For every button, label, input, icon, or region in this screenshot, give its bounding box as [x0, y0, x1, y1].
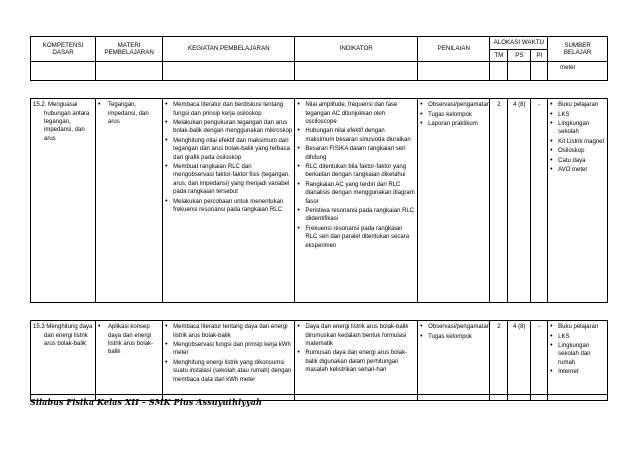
- pi-cell: -: [531, 321, 548, 401]
- ps-cell: 4 (8): [508, 321, 531, 401]
- carryover-text: meter: [560, 65, 576, 72]
- list-item: • Membuat rangkaian RLC dan mengobservasi faktor-faktor fisis (tegangan, arus, dan impedansi) yang menjadi variabel pada rangkaian tersebut: [165, 163, 292, 197]
- list-item: • Menghitung energi listrik yang dikonsumsi suatu instalasi (sekolah atau rumah) dengan membaca data dari kWh meter: [165, 359, 292, 384]
- list-item: • Lingkungan sekolah dan rumah: [550, 342, 605, 367]
- kd-cell: [31, 321, 96, 401]
- footer-divider: [30, 394, 608, 395]
- list-item: • Aplikasi konsep daya dan energi listrik arus bolak-balik: [98, 323, 160, 357]
- list-item: • Tugas kelompok: [420, 333, 487, 341]
- list-item: • Daya dan energi listrik arus bolak-balik dirumuskan kedalam bentuk formulasi matematik: [297, 323, 415, 348]
- list-item: • Besaran FISIKA dalam rangkaian seri dihitung: [297, 145, 415, 162]
- carryover-sumber: [548, 62, 608, 81]
- list-item: • Tugas kelompok: [420, 111, 487, 119]
- list-item: • Catu daya: [550, 157, 605, 165]
- list-item: • LKS: [550, 333, 605, 341]
- list-item: • Nilai amplitude, frequensi dan fase tegangan AC ditunjukkan oleh osciloscope: [297, 101, 415, 126]
- list-item: • Internet: [550, 368, 605, 376]
- list-item: • Observasi/pengamatan: [420, 101, 487, 109]
- indikator-cell: [295, 99, 418, 303]
- list-item: • Membaca literatur tentang daya dan energi listrik arus bolak-balik: [165, 323, 292, 340]
- sumber-cell: [548, 321, 608, 401]
- list-item: • Laporan praktikum: [420, 120, 487, 128]
- table-row: [31, 321, 608, 401]
- list-item: • Melakukan pengukuran tegangan dan arus bolak-balik dengan menggunakan mikroskop: [165, 119, 292, 136]
- tm-cell: 2: [490, 321, 508, 401]
- kd-text: 15.3 Menghitung daya dan energi listrik arus bolak-balik: [33, 324, 93, 347]
- syllabus-table: [30, 36, 608, 401]
- list-item: • Buku pelajaran: [550, 323, 605, 331]
- list-item: • Mengobservasi fungsi dan prinsip kerja kWh meter: [165, 341, 292, 358]
- list-item: • Hubungan nilai efektif dengan maksimum besaran sinusioda diuraikan: [297, 127, 415, 144]
- kegiatan-cell: [163, 321, 295, 401]
- table-row: [31, 99, 608, 303]
- list-item: • Observasi/pengamatan: [420, 323, 487, 331]
- ps-cell: 4 (8): [508, 99, 531, 303]
- header-alokasi: ALOKASI WAKTU: [490, 37, 548, 50]
- header-materi: MATERI PEMBELAJARAN: [96, 37, 163, 62]
- list-item: • Membaca literatur dan berdiskusi tentang fungsi dan prinsip kerja osiloskop: [165, 101, 292, 118]
- header-penilaian: PENILAIAN: [418, 37, 490, 62]
- indikator-cell: [295, 321, 418, 401]
- header-row: [31, 37, 608, 50]
- list-item: • Osiloskop: [550, 147, 605, 155]
- list-item: • Kit Listrik magnet: [550, 138, 605, 146]
- list-item: • Lingkungan sekolah: [550, 120, 605, 137]
- kd-text: 15.2. Menguasai hubungan antara tegangan, impedansi, dan arus: [33, 102, 90, 142]
- list-item: • AVO meter: [550, 166, 605, 174]
- header-indikator: INDIKATOR: [295, 37, 418, 62]
- list-item: • Rangkaian AC yang terdiri dari RLC dianalisis dengan menggunakan diagram fasor: [297, 181, 415, 206]
- header-sumber: SUMBER BELAJAR: [548, 37, 608, 62]
- materi-cell: [96, 99, 163, 303]
- footer-text: Silabus Fisika Kelas XII – SMK Plus Assuyuthiyyah: [30, 397, 262, 407]
- carryover-row: [31, 62, 608, 81]
- header-pi: PI: [531, 49, 548, 62]
- list-item: • Menghitung nilai efektif dan maksimum dari tegangan dan arus bolak-balik yang terbaca dari grafik pada osiloskop: [165, 137, 292, 162]
- list-item: • Peristiwa resonansi pada rangkaian RLC diidentifikasi: [297, 207, 415, 224]
- list-item: • RLC ditentukan bila faktor-faktor yang berkaitan dengan rangkaian diketahui: [297, 163, 415, 180]
- pi-cell: -: [531, 99, 548, 303]
- list-item: • LKS: [550, 111, 605, 119]
- kd-cell: [31, 99, 96, 303]
- penilaian-cell: [418, 321, 490, 401]
- list-item: • Melakukan percobaan untuk menentukan frekuensi resonansi pada rangkaian RLC: [165, 198, 292, 215]
- header-kompetensi: KOMPETENSI DASAR: [31, 37, 96, 62]
- list-item: • Frekuensi resonansi pada rangkaian RLC seri dan paralel ditentukan secara eksperimen: [297, 225, 415, 250]
- list-item: • Rumusan daya dan energi arus bolak-balik digunakan dalam perhitungan masalah kelistrikan sehari-hari: [297, 349, 415, 374]
- list-item: • Tegangan, impedansi, dan arus: [98, 101, 160, 126]
- sumber-cell: [548, 99, 608, 303]
- header-kegiatan: KEGIATAN PEMBELAJARAN: [163, 37, 295, 62]
- header-ps: PS: [508, 49, 531, 62]
- materi-cell: [96, 321, 163, 401]
- kegiatan-cell: [163, 99, 295, 303]
- penilaian-cell: [418, 99, 490, 303]
- list-item: • Buku pelajaran: [550, 101, 605, 109]
- tm-cell: 2: [490, 99, 508, 303]
- header-tm: TM: [490, 49, 508, 62]
